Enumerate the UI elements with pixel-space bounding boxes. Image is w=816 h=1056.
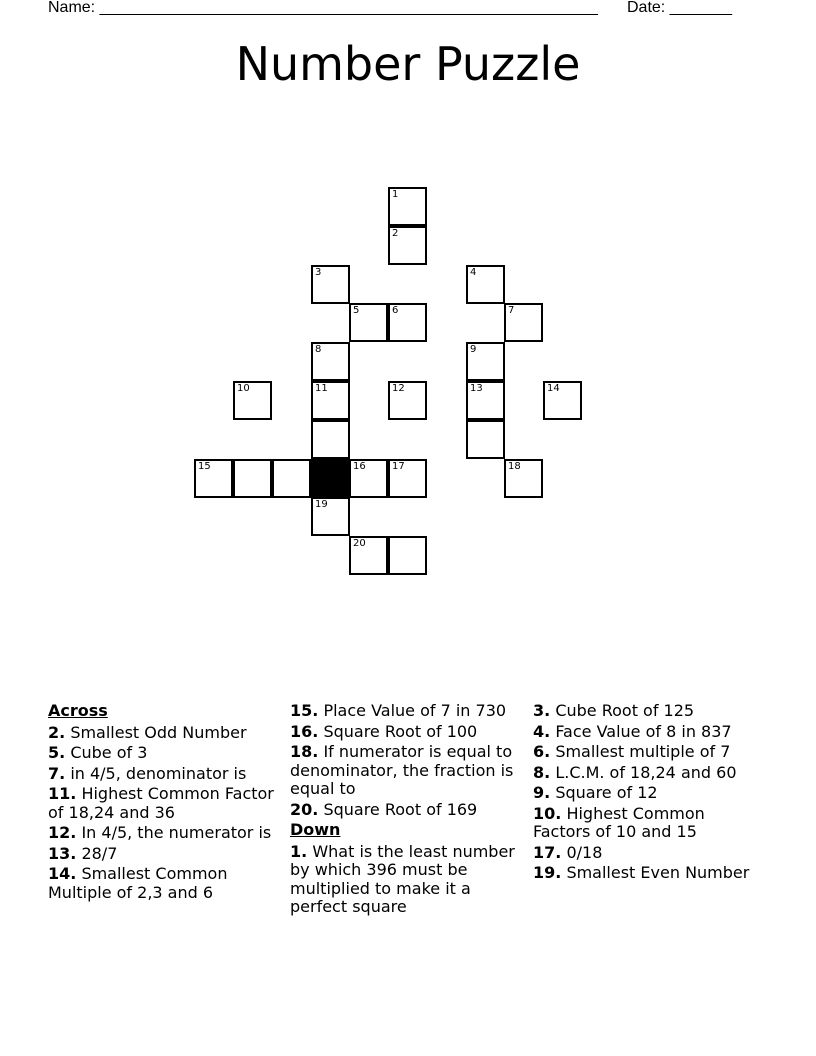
across-clue bbox=[48, 744, 276, 763]
grid-cell[interactable] bbox=[349, 459, 388, 498]
clue-number: 5. bbox=[48, 743, 66, 762]
grid-cell[interactable] bbox=[311, 265, 350, 304]
clue-number: 7. bbox=[48, 763, 66, 783]
down-clue bbox=[533, 864, 763, 883]
cell-number: 9 bbox=[470, 344, 477, 355]
cell-number: 14 bbox=[547, 383, 560, 394]
grid-cell[interactable] bbox=[349, 303, 388, 342]
cell-number: 2 bbox=[392, 228, 399, 239]
clue-number: 8. bbox=[533, 762, 551, 782]
down-clue bbox=[533, 784, 763, 803]
across-clue bbox=[48, 824, 276, 843]
across-clue bbox=[48, 724, 276, 743]
name-field-label: Name: ________________________________________________________ bbox=[48, 0, 598, 16]
clues-column-3 bbox=[533, 702, 763, 885]
grid-cell[interactable] bbox=[466, 265, 505, 304]
across-clue bbox=[290, 702, 524, 721]
clue-number: 6. bbox=[533, 742, 551, 761]
grid-cell[interactable] bbox=[388, 226, 427, 265]
down-clue bbox=[533, 743, 763, 762]
clue-number: 17. bbox=[533, 842, 562, 862]
cell-number: 8 bbox=[315, 344, 322, 355]
grid-cell[interactable] bbox=[388, 536, 427, 575]
cell-number: 18 bbox=[508, 461, 521, 472]
clue-text: Cube Root of 125 bbox=[555, 701, 695, 720]
down-clue bbox=[533, 805, 763, 842]
grid-cell[interactable] bbox=[504, 303, 543, 342]
clue-number: 2. bbox=[48, 722, 66, 742]
grid-cell[interactable] bbox=[349, 536, 388, 575]
cell-number: 7 bbox=[508, 305, 515, 316]
across-clue bbox=[290, 723, 524, 742]
clue-text: Square Root of 100 bbox=[323, 721, 478, 741]
cell-number: 1 bbox=[392, 189, 399, 200]
grid-cell[interactable] bbox=[233, 381, 272, 420]
date-field-label: Date: _______ bbox=[627, 0, 732, 16]
clue-number: 16. bbox=[290, 721, 319, 741]
grid-cell[interactable] bbox=[311, 420, 350, 459]
grid-cell[interactable] bbox=[311, 381, 350, 420]
clues-column-1 bbox=[48, 702, 276, 904]
cell-number: 4 bbox=[470, 267, 477, 278]
clue-number: 10. bbox=[533, 803, 562, 823]
clue-text: Cube of 3 bbox=[70, 743, 148, 762]
grid-cell[interactable] bbox=[233, 459, 272, 498]
grid-cell[interactable] bbox=[194, 459, 233, 498]
clue-text: Face Value of 8 in 837 bbox=[555, 721, 732, 741]
across-clue bbox=[48, 785, 276, 822]
grid-cell[interactable] bbox=[311, 497, 350, 536]
cell-number: 13 bbox=[470, 383, 483, 394]
clue-text: Smallest multiple of 7 bbox=[555, 742, 731, 761]
clue-number: 19. bbox=[533, 863, 562, 882]
clue-number: 15. bbox=[290, 701, 319, 720]
clue-number: 4. bbox=[533, 721, 551, 741]
clue-number: 18. bbox=[290, 742, 319, 761]
clue-number: 11. bbox=[48, 784, 77, 803]
cell-number: 16 bbox=[353, 461, 366, 472]
clue-text: Smallest Odd Number bbox=[70, 722, 247, 742]
clue-number: 12. bbox=[48, 823, 77, 842]
across-clue bbox=[290, 743, 524, 799]
down-clue bbox=[533, 844, 763, 863]
clue-number: 3. bbox=[533, 701, 551, 720]
cell-number: 3 bbox=[315, 267, 322, 278]
cell-number: 17 bbox=[392, 461, 405, 472]
across-clue bbox=[48, 765, 276, 784]
clue-text: Smallest Even Number bbox=[566, 863, 750, 882]
cell-number: 10 bbox=[237, 383, 250, 394]
clue-number: 9. bbox=[533, 783, 551, 802]
grid-cell[interactable] bbox=[504, 459, 543, 498]
clue-text: Place Value of 7 in 730 bbox=[323, 701, 507, 720]
grid-cell[interactable] bbox=[466, 342, 505, 381]
cell-number: 19 bbox=[315, 499, 328, 510]
clue-text: In 4/5, the numerator is bbox=[81, 823, 272, 842]
across-clue bbox=[48, 845, 276, 864]
clue-text: What is the least number by which 396 must be multiplied to make it a perfect square bbox=[290, 841, 515, 916]
clue-text: Highest Common Factors of 10 and 15 bbox=[533, 803, 705, 841]
grid-cell[interactable] bbox=[543, 381, 582, 420]
down-clue bbox=[290, 843, 524, 917]
clue-text: Square Root of 169 bbox=[323, 799, 478, 819]
page-title: Number Puzzle bbox=[235, 37, 581, 91]
clue-number: 14. bbox=[48, 864, 77, 883]
clue-text: Smallest Common Multiple of 2,3 and 6 bbox=[48, 864, 228, 902]
clue-text: Highest Common Factor of 18,24 and 36 bbox=[48, 784, 274, 822]
down-clue bbox=[533, 723, 763, 742]
grid-cell[interactable] bbox=[466, 420, 505, 459]
clue-text: in 4/5, denominator is bbox=[70, 763, 247, 783]
cell-number: 12 bbox=[392, 383, 405, 394]
cell-number: 15 bbox=[198, 461, 211, 472]
grid-cell[interactable] bbox=[388, 459, 427, 498]
across-heading: Across bbox=[48, 701, 108, 720]
clue-text: If numerator is equal to denominator, the fraction is equal to bbox=[290, 742, 514, 798]
across-clue bbox=[290, 801, 524, 820]
clue-number: 1. bbox=[290, 841, 308, 861]
grid-cell[interactable] bbox=[466, 381, 505, 420]
clue-text: 0/18 bbox=[566, 842, 603, 862]
across-clue bbox=[48, 865, 276, 902]
grid-cell[interactable] bbox=[388, 303, 427, 342]
cell-number: 5 bbox=[353, 305, 360, 316]
down-heading: Down bbox=[290, 820, 341, 839]
grid-cell[interactable] bbox=[388, 187, 427, 226]
clue-text: L.C.M. of 18,24 and 60 bbox=[555, 762, 737, 782]
clue-number: 20. bbox=[290, 799, 319, 819]
clue-number: 13. bbox=[48, 843, 77, 863]
cell-number: 20 bbox=[353, 538, 366, 549]
black-cell bbox=[311, 459, 350, 498]
down-clue bbox=[533, 702, 763, 721]
down-clue bbox=[533, 764, 763, 783]
grid-cell[interactable] bbox=[388, 381, 427, 420]
grid-cell[interactable] bbox=[272, 459, 311, 498]
cell-number: 6 bbox=[392, 305, 399, 316]
clues-column-2 bbox=[290, 702, 524, 919]
cell-number: 11 bbox=[315, 383, 328, 394]
clue-text: Square of 12 bbox=[555, 783, 658, 802]
clue-text: 28/7 bbox=[81, 843, 118, 863]
grid-cell[interactable] bbox=[311, 342, 350, 381]
